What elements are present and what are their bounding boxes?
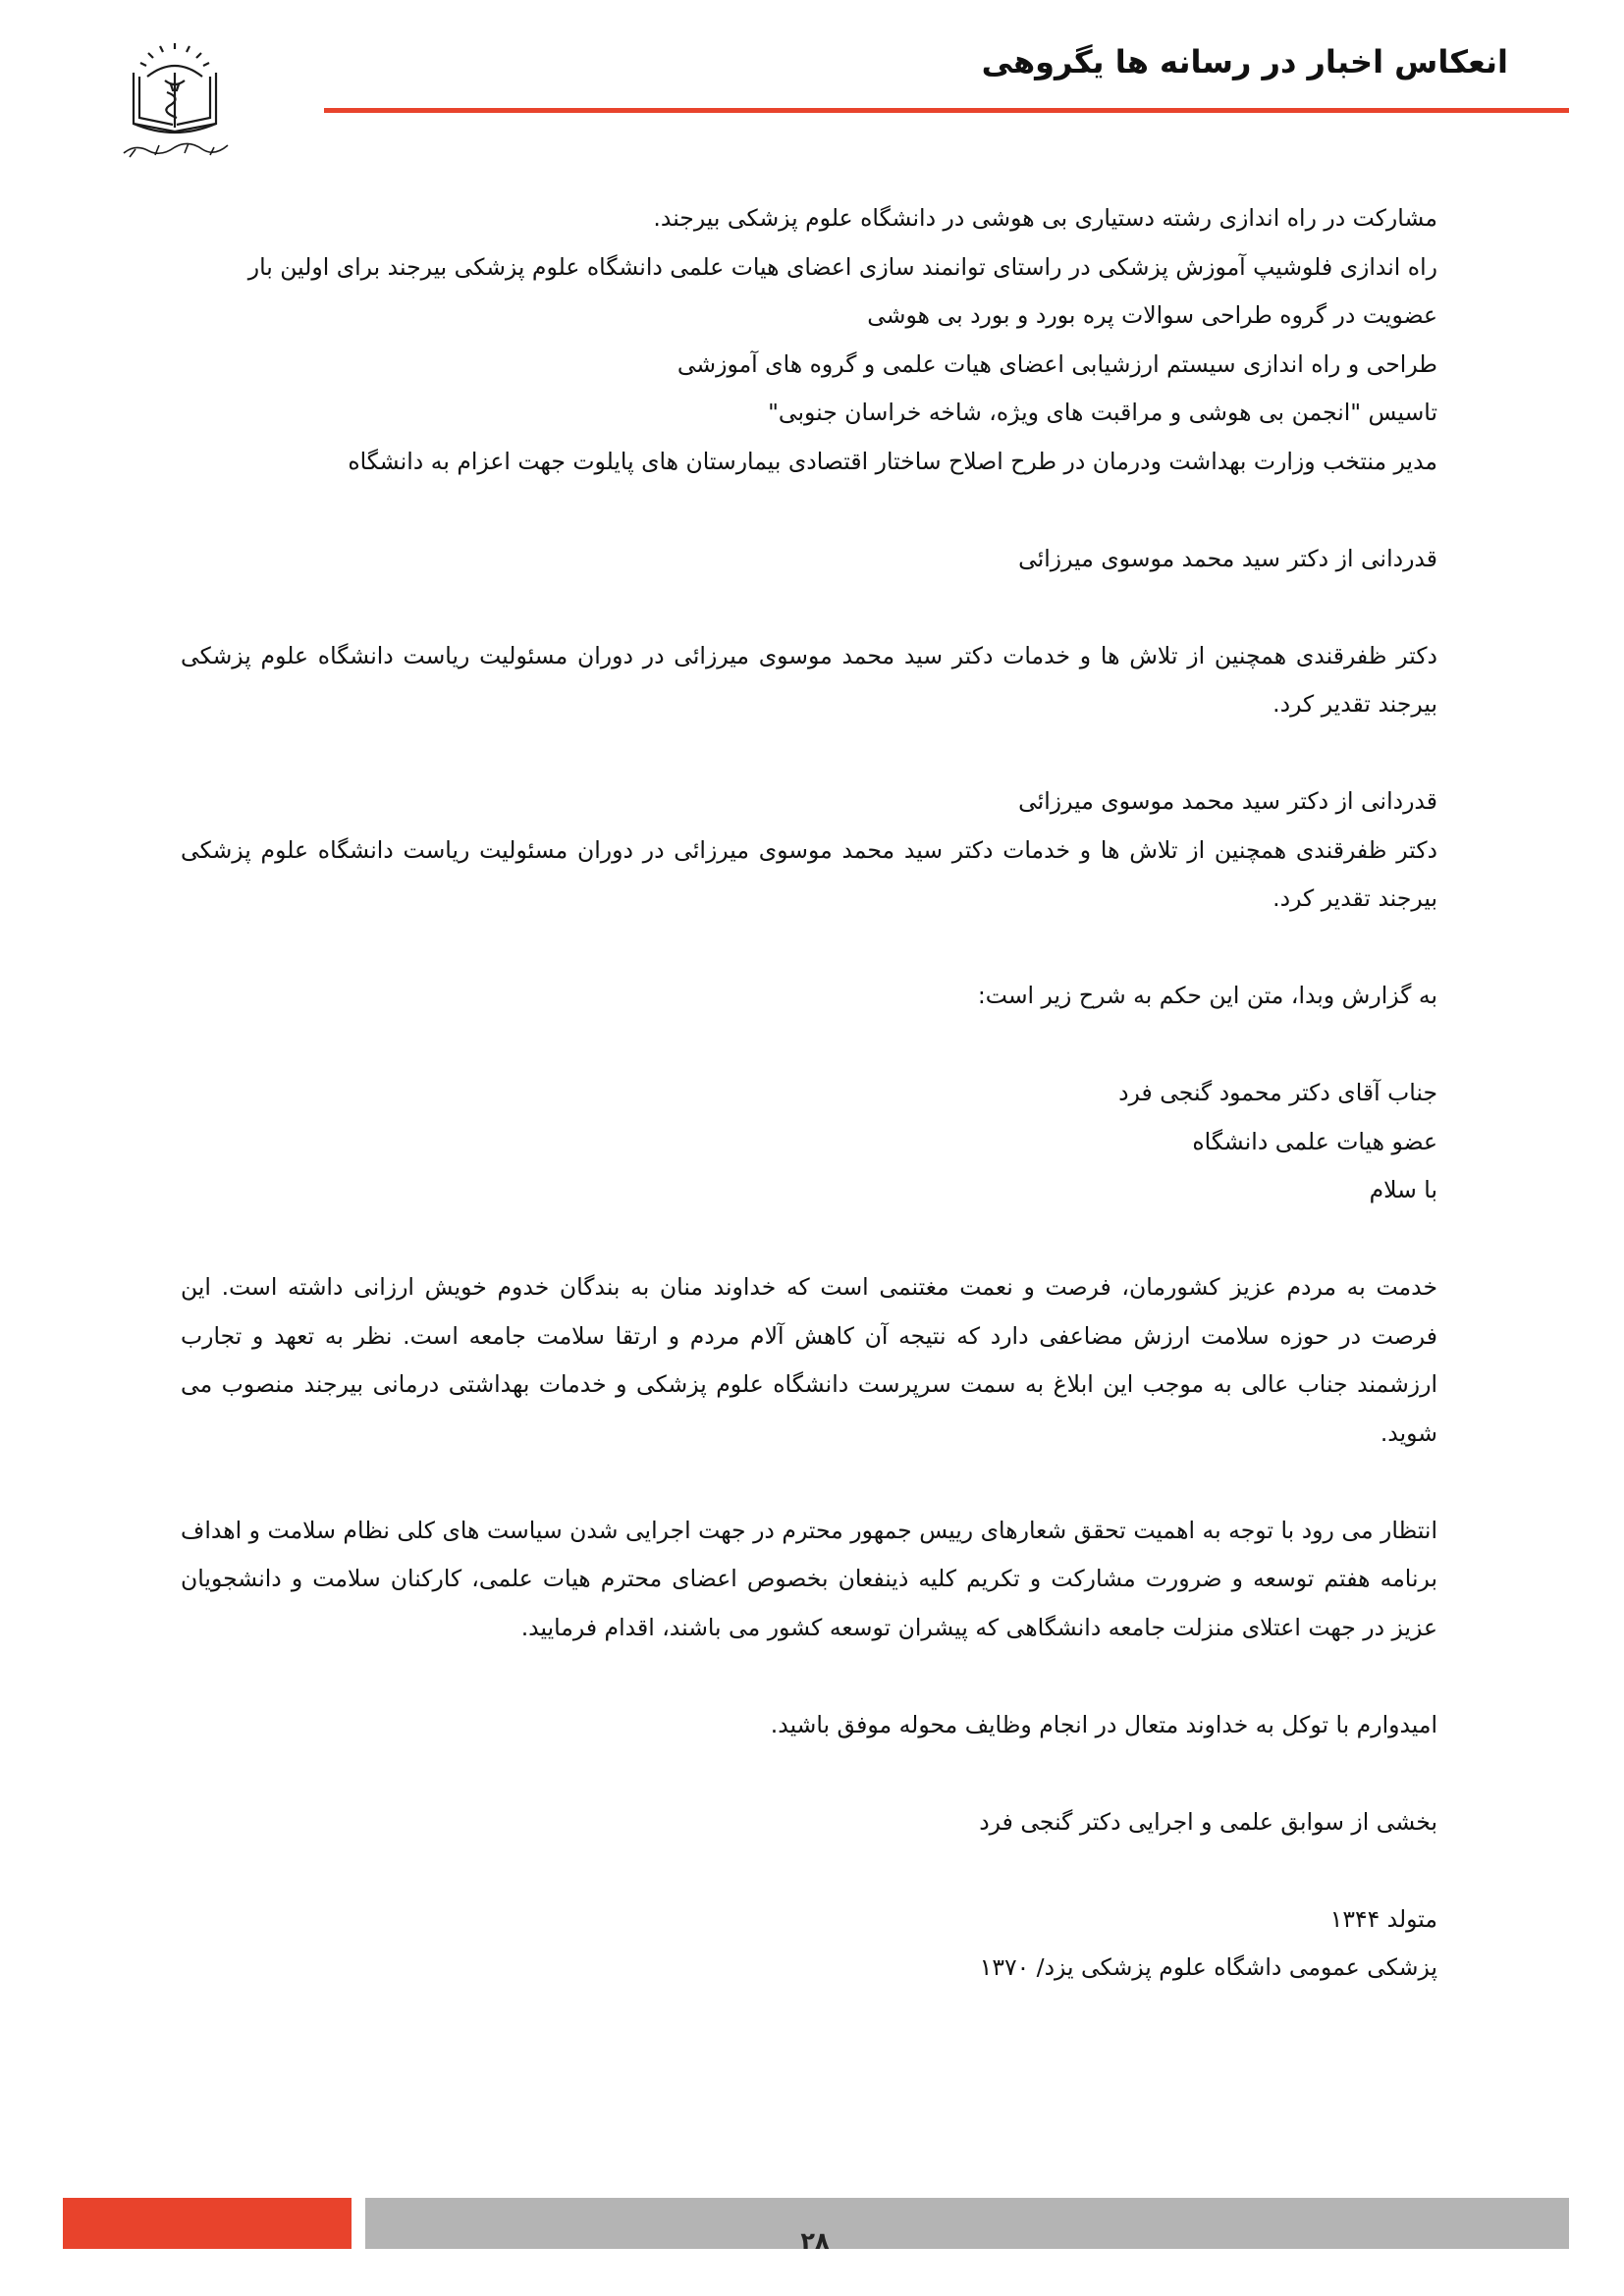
paragraph: تاسیس "انجمن بی هوشی و مراقبت های ویژه، شاخه خراسان جنوبی" bbox=[768, 399, 1437, 426]
paragraph: مشارکت در راه اندازی رشته دستیاری بی هوشی در دانشگاه علوم پزشکی بیرجند. bbox=[653, 204, 1437, 232]
page-number: ۲۸ bbox=[800, 2227, 830, 2255]
blank-line bbox=[181, 1215, 1437, 1264]
paragraph: خدمت به مردم عزیز کشورمان، فرصت و نعمت مغتنمی است که خداوند منان به بندگان خدوم خویش ارزانی داشته است. این فرصت در حوزه سلامت ارزش مضاعفی دارد که نتیجه آن کاهش آلام مردم و ارتقا سلامت جامعه است. نظر به تعهد و تجارب ارزشمند جناب عالی به موجب این ابلاغ به سمت سرپرست دانشگاه علوم پزشکی و خدمات بهداشتی درمانی بیرجند منصوب می شوید. bbox=[181, 1273, 1437, 1447]
paragraph: طراحی و راه اندازی سیستم ارزشیابی اعضای هیات علمی و گروه های آموزشی bbox=[677, 349, 1437, 378]
paragraph: راه اندازی فلوشیپ آموزش پزشکی در راستای توانمند سازی اعضای هیات علمی دانشگاه علوم پزشکی بیرجند برای اولین بار bbox=[247, 252, 1437, 281]
blank-line bbox=[181, 486, 1437, 535]
blank-line bbox=[181, 1652, 1437, 1701]
footer-gray-bar bbox=[365, 2198, 1569, 2249]
paragraph: به گزارش وبدا، متن این حکم به شرح زیر است: bbox=[977, 982, 1437, 1009]
letter-recipient-title: عضو هیات علمی دانشگاه bbox=[1192, 1127, 1437, 1155]
article-body bbox=[181, 194, 1437, 1993]
blank-line bbox=[181, 583, 1437, 632]
paragraph: دکتر ظفرقندی همچنین از تلاش ها و خدمات دکتر سید محمد موسوی میرزائی در دوران مسئولیت ریاست دانشگاه علوم پزشکی بیرجند تقدیر کرد. bbox=[181, 641, 1437, 718]
bio-line: پزشکی عمومی داشگاه علوم پزشکی یزد/ ۱۳۷۰ bbox=[979, 1953, 1437, 1981]
letter-recipient: جناب آقای دکتر محمود گنجی فرد bbox=[1118, 1079, 1437, 1106]
header-divider bbox=[324, 108, 1569, 113]
paragraph: امیدوارم با توکل به خداوند متعال در انجام وظایف محوله موفق باشید. bbox=[770, 1710, 1437, 1738]
university-seal-icon bbox=[106, 33, 244, 165]
blank-line bbox=[181, 729, 1437, 778]
bio-line: متولد ۱۳۴۴ bbox=[1329, 1904, 1437, 1933]
section-heading: قدردانی از دکتر سید محمد موسوی میرزائی bbox=[1018, 544, 1437, 572]
blank-line bbox=[181, 1846, 1437, 1896]
footer-accent-bar bbox=[63, 2198, 352, 2249]
section-heading: بخشی از سوابق علمی و اجرایی دکتر گنجی فرد bbox=[979, 1807, 1437, 1836]
paragraph: دکتر ظفرقندی همچنین از تلاش ها و خدمات دکتر سید محمد موسوی میرزائی در دوران مسئولیت ریاست دانشگاه علوم پزشکی بیرجند تقدیر کرد. bbox=[181, 835, 1437, 912]
paragraph: انتظار می رود با توجه به اهمیت تحقق شعارهای رییس جمهور محترم در جهت اجرایی شدن سیاست های کلی نظام سلامت و اهداف برنامه هفتم توسعه و ضرورت مشارکت و تکریم کلیه ذینفعان بخصوص اعضای محترم هیات علمی، کارکنان سلامت و دانشجویان عزیز در جهت اعتلای منزلت جامعه دانشگاهی که پیشران توسعه کشور می باشند، اقدام فرمایید. bbox=[181, 1516, 1437, 1641]
blank-line bbox=[181, 1458, 1437, 1507]
blank-line bbox=[181, 924, 1437, 973]
page-header-title: انعکاس اخبار در رسانه ها یگروهی bbox=[981, 43, 1508, 80]
letter-greeting: با سلام bbox=[1369, 1176, 1437, 1203]
paragraph: مدیر منتخب وزارت بهداشت ودرمان در طرح اصلاح ساختار اقتصادی بیمارستان های پایلوت جهت اعزام به دانشگاه bbox=[348, 447, 1437, 475]
section-heading: قدردانی از دکتر سید محمد موسوی میرزائی bbox=[1018, 787, 1437, 815]
paragraph: عضویت در گروه طراحی سوالات پره بورد و بورد بی هوشی bbox=[867, 301, 1437, 329]
blank-line bbox=[181, 1021, 1437, 1070]
blank-line bbox=[181, 1749, 1437, 1798]
